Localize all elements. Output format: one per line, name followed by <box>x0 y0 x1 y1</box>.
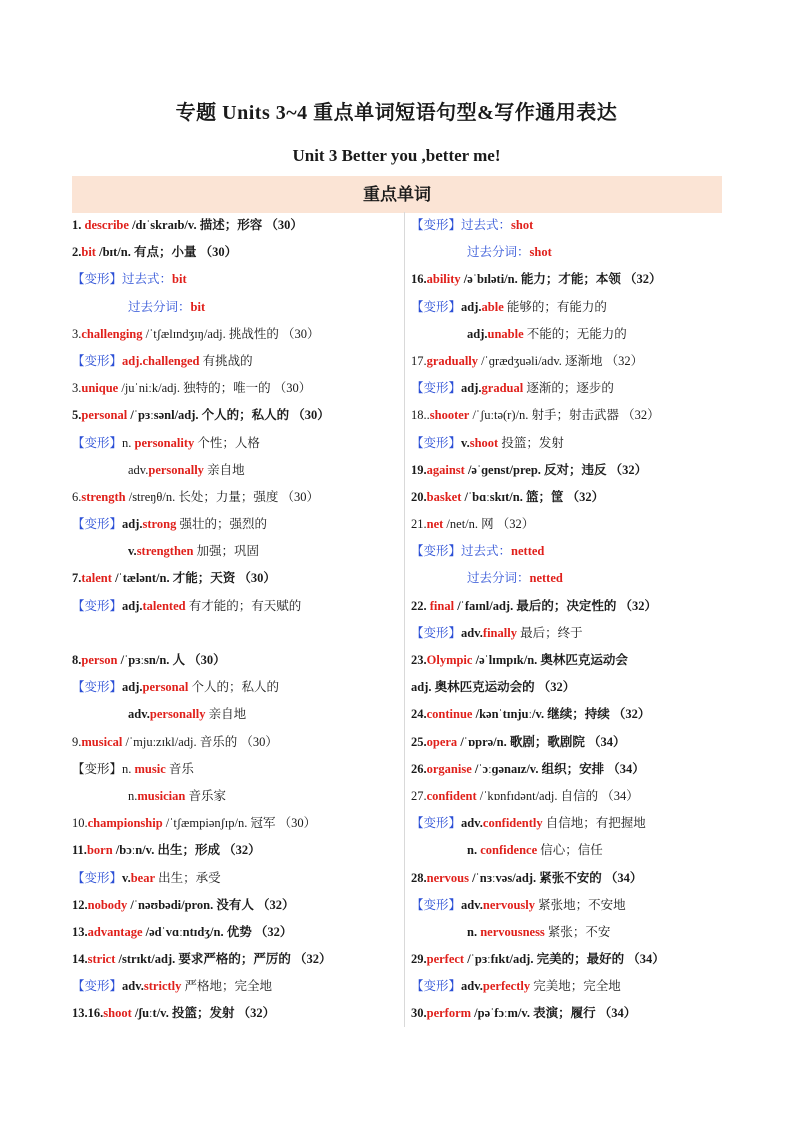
vocab-entry <box>411 348 729 375</box>
entry-continuation <box>411 674 729 701</box>
variant-pos: adj. <box>467 326 488 341</box>
variant-pos: adv. <box>461 979 483 994</box>
entry-definition: /ədˈvɑːntɪdʒ/n. 优势 （32） <box>142 924 293 939</box>
entry-word: net <box>426 517 444 532</box>
variant-meaning: 紧张；不安 <box>544 924 611 939</box>
variant-word: bear <box>130 870 156 885</box>
variant-word: music <box>134 761 166 776</box>
entry-word: championship <box>87 816 163 831</box>
entry-number: 8. <box>72 653 82 667</box>
entry-number: 27. <box>411 788 427 803</box>
variant-tag: 【变形】 <box>72 435 123 450</box>
variant-meaning: 信心；信任 <box>537 843 603 858</box>
right-column <box>411 212 729 1028</box>
entry-number: 1. <box>72 218 85 232</box>
variant-line <box>411 212 729 239</box>
entry-word: organise <box>426 761 472 776</box>
entry-definition: /net/n. 网 （32） <box>443 517 535 532</box>
page-title: 专题 Units 3~4 重点单词短语句型&写作通用表达 <box>175 102 618 124</box>
variant-word: nervousness <box>480 924 545 939</box>
variant-word: shot <box>511 218 534 232</box>
variant-meaning: 强壮的；强烈的 <box>176 517 267 532</box>
entry-word: shooter <box>429 408 470 423</box>
entry-word: continue <box>426 707 473 722</box>
variant-pos: adj. <box>461 381 482 396</box>
variant-pos: adv. <box>461 816 483 831</box>
vocab-entry <box>72 892 402 919</box>
entry-definition: /dɪˈskraɪb/v. 描述；形容 （30） <box>128 218 303 232</box>
variant-tag: 【变形】 <box>411 381 462 396</box>
entry-word: person <box>81 653 118 667</box>
vocab-entry <box>72 1000 402 1027</box>
variant-tag: 【变形】 <box>411 299 462 314</box>
entry-word: nobody <box>87 897 128 912</box>
variant-tag: 【变形】 <box>411 218 462 232</box>
variant-word: unable <box>487 326 524 341</box>
variant-word: shoot <box>469 435 499 450</box>
variant-line <box>411 565 729 592</box>
variant-meaning: 最后；终于 <box>516 625 583 640</box>
variant-tag: 【变形】 <box>72 680 123 695</box>
entry-number: 14. <box>72 952 88 967</box>
entry-number: 6. <box>72 489 82 504</box>
entry-word: gradually <box>426 353 479 368</box>
entry-number: 7. <box>72 571 82 586</box>
entry-number: 29. <box>411 952 427 967</box>
entry-definition: /ˈfaɪnl/adj. 最后的；决定性的 （32） <box>454 598 657 613</box>
variant-tag: 【变形】 <box>72 761 123 776</box>
variant-pos: v. <box>461 435 470 450</box>
vocab-entry <box>72 919 402 946</box>
variant-pos: adv. <box>128 462 149 477</box>
variant-pos: adj. <box>122 517 143 532</box>
variant-pos: n. <box>128 788 138 803</box>
variant-meaning: 不能的；无能力的 <box>523 326 627 341</box>
entry-definition: /əˈlɪmpɪk/n. 奥林匹克运动会 <box>472 653 628 667</box>
variant-word: strengthen <box>136 544 194 559</box>
variant-pos: adv. <box>461 625 483 640</box>
vocab-entry <box>411 593 729 620</box>
variant-line <box>72 457 402 484</box>
variant-tag: 【变形】 <box>411 816 462 831</box>
variant-line <box>411 919 729 946</box>
vocab-entry <box>411 266 729 293</box>
variant-pos: n. <box>467 924 481 939</box>
entry-definition: /ˈkɒnfɪdənt/adj. 自信的 （34） <box>476 788 639 803</box>
variant-line <box>72 674 402 701</box>
entry-definition: /ˈɔːɡənaɪz/v. 组织；安排 （34） <box>471 761 645 776</box>
entry-word: against <box>426 462 465 477</box>
variant-line <box>411 239 729 266</box>
variant-meaning: 完美地；完全地 <box>530 979 621 994</box>
entry-number: 5. <box>72 408 82 423</box>
section-header: 重点单词 <box>72 176 722 213</box>
variant-word: personally <box>148 462 204 477</box>
variant-tag: 【变形】 <box>72 353 123 368</box>
vocab-entry <box>72 212 402 239</box>
vocab-entry <box>411 783 729 810</box>
entry-definition: /ˈpɜːfɪkt/adj. 完美的；最好的 （34） <box>464 952 665 967</box>
variant-label: 过去分词： <box>467 245 530 260</box>
entry-definition: /juˈniːk/adj. 独特的；唯一的 （30） <box>118 381 312 396</box>
entry-number: 19. <box>411 462 427 477</box>
variant-pos: v. <box>128 544 137 559</box>
entry-word: Olympic <box>426 653 473 667</box>
entry-number: 17. <box>411 353 427 368</box>
variant-pos: adv. <box>122 979 144 994</box>
entry-definition: /kənˈtɪnjuː/v. 继续；持续 （32） <box>472 707 651 722</box>
entry-definition: /bɔːn/v. 出生；形成 （32） <box>112 843 261 858</box>
entry-word: describe <box>84 218 129 232</box>
entry-number: 20. <box>411 489 427 504</box>
entry-word: bit <box>81 245 96 260</box>
entry-definition: /ˈbɑːskɪt/n. 篮；筐 （32） <box>461 489 605 504</box>
variant-line <box>411 538 729 565</box>
variant-meaning: 出生；承受 <box>155 870 221 885</box>
variant-label: 过去分词： <box>467 571 530 586</box>
entry-number: 30. <box>411 1006 427 1021</box>
unit-subtitle: Unit 3 Better you ,better me! <box>292 146 501 165</box>
vocab-entry <box>72 565 402 592</box>
vocab-entry <box>72 729 402 756</box>
variant-pos: n. <box>122 435 135 450</box>
vocab-entry <box>411 729 729 756</box>
variant-pos: adv. <box>461 897 483 912</box>
variant-word: adj.challenged <box>122 353 200 368</box>
variant-line <box>411 430 729 457</box>
vocab-entry <box>411 756 729 783</box>
entry-word: talent <box>81 571 112 586</box>
variant-tag: 【变形】 <box>411 544 462 559</box>
variant-tag: 【变形】 <box>411 435 462 450</box>
variant-tag: 【变形】 <box>72 598 123 613</box>
variant-line <box>72 348 402 375</box>
entry-number: 10. <box>72 816 88 831</box>
vocab-entry <box>411 647 729 674</box>
entry-number: 18.. <box>411 408 430 423</box>
entry-number: 13.16. <box>72 1006 104 1021</box>
variant-line <box>72 783 402 810</box>
entry-word: strength <box>81 489 126 504</box>
variant-meaning: 能够的；有能力的 <box>503 299 607 314</box>
vocab-entry <box>411 1000 729 1027</box>
entry-number: 9. <box>72 734 82 749</box>
variant-tag: 【变形】 <box>72 979 123 994</box>
entry-number: 22. <box>411 598 430 613</box>
entry-word: opera <box>426 734 458 749</box>
entry-definition: /ˈpɜːsn/n. 人 （30） <box>117 653 226 667</box>
entry-number: 3. <box>72 381 82 396</box>
entry-word: perfect <box>426 952 465 967</box>
entry-word: strict <box>87 952 116 967</box>
variant-word: nervously <box>482 897 535 912</box>
entry-number: 16. <box>411 272 427 287</box>
entry-word: advantage <box>87 924 143 939</box>
variant-line <box>72 430 402 457</box>
variant-line <box>72 701 402 728</box>
variant-line <box>411 321 729 348</box>
entry-word: basket <box>426 489 462 504</box>
entry-number: 12. <box>72 897 88 912</box>
entry-definition: /ˈtʃælɪndʒɪŋ/adj. 挑战性的 （30） <box>142 326 320 341</box>
variant-line <box>72 294 402 321</box>
variant-word: strong <box>142 517 177 532</box>
variant-word: able <box>481 299 504 314</box>
variant-line <box>411 620 729 647</box>
variant-line <box>411 837 729 864</box>
entry-word: nervous <box>426 870 469 885</box>
variant-line <box>72 266 402 293</box>
variant-tag: 【变形】 <box>72 870 123 885</box>
entry-definition: /ʃuːt/v. 投篮；发射 （32） <box>131 1006 276 1021</box>
variant-meaning: 个人的；私人的 <box>188 680 279 695</box>
entry-definition: /ˈtælənt/n. 才能；天资 （30） <box>111 571 276 586</box>
vocab-entry <box>72 810 402 837</box>
variant-word: musician <box>137 788 186 803</box>
variant-meaning: 音乐家 <box>185 788 226 803</box>
variant-meaning: 音乐 <box>165 761 194 776</box>
variant-meaning: 紧张地；不安地 <box>535 897 626 912</box>
variant-line <box>411 810 729 837</box>
vocab-entry <box>72 647 402 674</box>
variant-pos: n. <box>467 843 481 858</box>
variant-line <box>72 973 402 1000</box>
variant-pos: adj. <box>122 598 143 613</box>
entry-word: ability <box>426 272 461 287</box>
left-column <box>72 212 402 1028</box>
entry-word: born <box>86 843 113 858</box>
variant-line <box>411 892 729 919</box>
variant-meaning: 逐渐的；逐步的 <box>523 381 614 396</box>
entry-number: 2. <box>72 245 82 260</box>
variant-tag: 【变形】 <box>72 517 123 532</box>
variant-word: shot <box>529 245 552 260</box>
entry-definition: /bɪt/n. 有点；小量 （30） <box>95 245 238 260</box>
vocab-entry <box>411 457 729 484</box>
entry-definition: /strɪkt/adj. 要求严格的；严厉的 （32） <box>115 952 332 967</box>
variant-line <box>72 593 402 620</box>
entry-definition: /ˈmjuːzɪkl/adj. 音乐的 （30） <box>122 734 278 749</box>
variant-word: strictly <box>143 979 182 994</box>
variant-meaning: 亲自地 <box>203 462 245 477</box>
entry-definition: /ˈʃuːtə(r)/n. 射手；射击武器 （32） <box>469 408 660 423</box>
variant-label: 过去式： <box>461 544 512 559</box>
entry-definition: /streŋθ/n. 长处；力量；强度 （30） <box>125 489 320 504</box>
variant-word: perfectly <box>482 979 531 994</box>
vocab-entry <box>72 946 402 973</box>
variant-meaning: 加强；巩固 <box>193 544 260 559</box>
entry-definition: /ˈpɜːsənl/adj. 个人的；私人的 （30） <box>127 408 330 423</box>
entry-definition: /əˈɡenst/prep. 反对；违反 （32） <box>464 462 648 477</box>
variant-meaning: 自信地；有把握地 <box>542 816 646 831</box>
blank-line <box>72 620 402 647</box>
variant-line <box>411 375 729 402</box>
entry-definition: /ˈɡrædʒuəli/adv. 逐渐地 （32） <box>478 353 644 368</box>
entry-word: shoot <box>103 1006 132 1021</box>
variant-word: bit <box>172 272 187 287</box>
variant-tag: 【变形】 <box>72 272 123 287</box>
vocab-entry <box>72 239 402 266</box>
variant-meaning: 有挑战的 <box>199 353 253 368</box>
entry-number: 24. <box>411 707 427 722</box>
variant-tag: 【变形】 <box>411 897 462 912</box>
variant-tag: 【变形】 <box>411 625 462 640</box>
variant-word: bit <box>190 299 206 314</box>
variant-line <box>411 973 729 1000</box>
variant-pos: adj. <box>122 680 143 695</box>
variant-word: gradual <box>481 381 524 396</box>
entry-definition: /pəˈfɔːm/v. 表演；履行 （34） <box>471 1006 637 1021</box>
variant-label: 过去式： <box>122 272 173 287</box>
variant-meaning: 有才能的；有天赋的 <box>185 598 302 613</box>
entry-word: challenging <box>81 326 143 341</box>
entry-word: final <box>429 598 455 613</box>
variant-word: netted <box>529 571 563 586</box>
entry-number: 13. <box>72 924 88 939</box>
variant-pos: adj. <box>461 299 482 314</box>
entry-definition: /ˈtʃæmpiənʃɪp/n. 冠军 （30） <box>162 816 317 831</box>
entry-definition: /əˈbɪləti/n. 能力；才能；本领 （32） <box>460 272 662 287</box>
variant-pos: v. <box>122 870 131 885</box>
variant-word: finally <box>482 625 517 640</box>
variant-line <box>72 756 402 783</box>
vocab-entry <box>411 865 729 892</box>
vocab-entry <box>72 375 402 402</box>
entry-number: 11. <box>72 843 87 858</box>
vocab-entry <box>411 511 729 538</box>
vocab-entry <box>72 837 402 864</box>
variant-line <box>72 538 402 565</box>
entry-number: 23. <box>411 653 427 667</box>
variant-word: personal <box>142 680 189 695</box>
entry-number: 26. <box>411 761 427 776</box>
entry-number: 21. <box>411 517 427 532</box>
variant-pos: adv. <box>128 707 150 722</box>
variant-word: confidence <box>480 843 538 858</box>
vocab-entry <box>72 321 402 348</box>
entry-definition: /ˈɒprə/n. 歌剧；歌剧院 （34） <box>457 734 626 749</box>
variant-line <box>411 294 729 321</box>
variant-meaning: 亲自地 <box>205 707 247 722</box>
entry-number: 28. <box>411 870 427 885</box>
variant-label: 过去分词： <box>128 299 191 314</box>
variant-tag: 【变形】 <box>411 979 462 994</box>
variant-line <box>72 865 402 892</box>
variant-word: talented <box>142 598 186 613</box>
entry-number: 3. <box>72 326 82 341</box>
variant-meaning: 个性；人格 <box>194 435 260 450</box>
variant-meaning: 严格地；完全地 <box>181 979 273 994</box>
entry-definition: /ˈnɜːvəs/adj. 紧张不安的 （34） <box>469 870 643 885</box>
column-divider <box>404 212 405 1027</box>
entry-word: confident <box>426 788 477 803</box>
entry-word: musical <box>81 734 123 749</box>
entry-word: perform <box>426 1006 472 1021</box>
entry-word: unique <box>81 381 119 396</box>
variant-word: confidently <box>482 816 543 831</box>
variant-word: personally <box>149 707 206 722</box>
variant-word: personality <box>134 435 195 450</box>
variant-meaning: 投篮；发射 <box>498 435 564 450</box>
vocab-entry <box>411 701 729 728</box>
entry-definition: /ˈnəʊbədi/pron. 没有人 （32） <box>127 897 295 912</box>
vocab-entry <box>411 946 729 973</box>
variant-line <box>72 511 402 538</box>
entry-number: 25. <box>411 734 427 749</box>
variant-pos: n. <box>122 761 135 776</box>
entry-word: personal <box>81 408 128 423</box>
vocab-entry <box>411 484 729 511</box>
variant-word: netted <box>511 544 545 559</box>
variant-label: 过去式： <box>461 218 512 232</box>
vocab-entry <box>411 402 729 429</box>
vocab-entry <box>72 402 402 429</box>
continuation-text: adj. 奥林匹克运动会的 （32） <box>411 680 576 695</box>
vocab-entry <box>72 484 402 511</box>
